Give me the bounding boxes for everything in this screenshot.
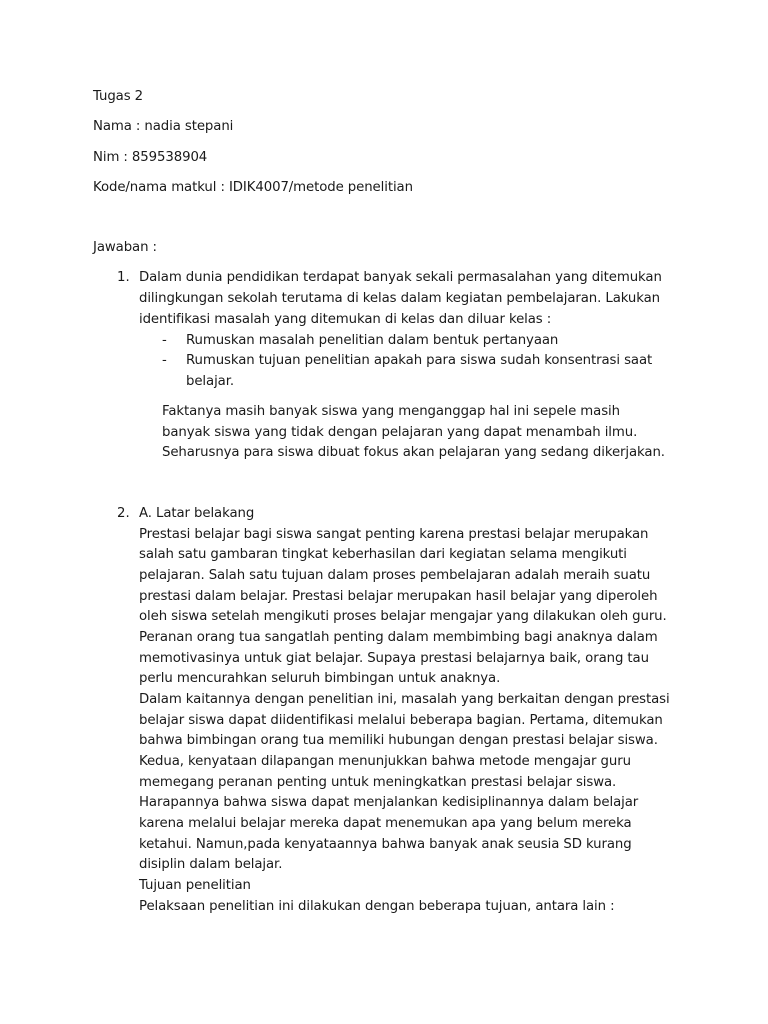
item2-line: perlu mencurahkan seluruh bimbingan untuk anaknya. — [139, 671, 501, 686]
bullet-marker: - — [162, 333, 167, 348]
item2-line: oleh siswa setelah mengikuti proses belajar mengajar yang dilakukan oleh guru. — [139, 609, 667, 624]
item2-line: pelajaran. Salah satu tujuan dalam proses pembelajaran adalah meraih suatu — [139, 568, 651, 583]
item2-line: salah satu gambaran tingkat keberhasilan dari kegiatan selama mengikuti — [139, 547, 627, 562]
item2-line: Harapannya bahwa siswa dapat menjalankan kedisiplinannya dalam belajar — [139, 795, 639, 810]
item1-line: Dalam dunia pendidikan terdapat banyak sekali permasalahan yang ditemukan — [139, 270, 662, 285]
bullet-text: Rumuskan tujuan penelitian apakah para siswa sudah konsentrasi saat — [186, 353, 653, 368]
item2-line: bahwa bimbingan orang tua memiliki hubungan dengan prestasi belajar siswa. — [139, 733, 658, 748]
item2-line: Peranan orang tua sangatlah penting dalam membimbing bagi anaknya dalam — [139, 630, 658, 645]
item-number: 2. — [117, 506, 130, 521]
bullet-text: belajar. — [186, 374, 234, 389]
item2-line: A. Latar belakang — [139, 506, 255, 521]
item1-line: identifikasi masalah yang ditemukan di kelas dan diluar kelas : — [139, 312, 552, 327]
item2-line: Dalam kaitannya dengan penelitian ini, masalah yang berkaitan dengan prestasi — [139, 692, 670, 707]
item2-line: Prestasi belajar bagi siswa sangat penting karena prestasi belajar merupakan — [139, 527, 649, 542]
course-code: Kode/nama matkul : IDIK4007/metode penelitian — [93, 180, 413, 195]
item2-line: Tujuan penelitian — [139, 878, 251, 893]
bullet-marker: - — [162, 353, 167, 368]
item2-line: memotivasinya untuk giat belajar. Supaya prestasi belajarnya baik, orang tau — [139, 651, 649, 666]
answer-line: Seharusnya para siswa dibuat fokus akan pelajaran yang sedang dikerjakan. — [162, 445, 665, 460]
item1-line: dilingkungan sekolah terutama di kelas dalam kegiatan pembelajaran. Lakukan — [139, 291, 660, 306]
item2-line: disiplin dalam belajar. — [139, 857, 283, 872]
item2-line: belajar siswa dapat diidentifikasi melalui beberapa bagian. Pertama, ditemukan — [139, 713, 663, 728]
student-name: Nama : nadia stepani — [93, 119, 234, 134]
item2-line: prestasi dalam belajar. Prestasi belajar merupakan hasil belajar yang diperoleh — [139, 589, 658, 604]
item2-line: ketahui. Namun,pada kenyataannya bahwa banyak anak seusia SD kurang — [139, 837, 632, 852]
bullet-text: Rumuskan masalah penelitian dalam bentuk pertanyaan — [186, 333, 559, 348]
item2-line: Kedua, kenyataan dilapangan menunjukkan bahwa metode mengajar guru — [139, 754, 631, 769]
assignment-title: Tugas 2 — [93, 89, 144, 104]
student-nim: Nim : 859538904 — [93, 150, 208, 165]
item2-line: karena melalui belajar mereka dapat menemukan apa yang belum mereka — [139, 816, 632, 831]
item2-line: Pelaksaan penelitian ini dilakukan dengan beberapa tujuan, antara lain : — [139, 899, 615, 914]
item-number: 1. — [117, 270, 130, 285]
answer-line: banyak siswa yang tidak dengan pelajaran yang dapat menambah ilmu. — [162, 425, 638, 440]
item2-line: memegang peranan penting untuk meningkatkan prestasi belajar siswa. — [139, 775, 617, 790]
answer-line: Faktanya masih banyak siswa yang menganggap hal ini sepele masih — [162, 404, 620, 419]
answers-label: Jawaban : — [93, 240, 157, 255]
